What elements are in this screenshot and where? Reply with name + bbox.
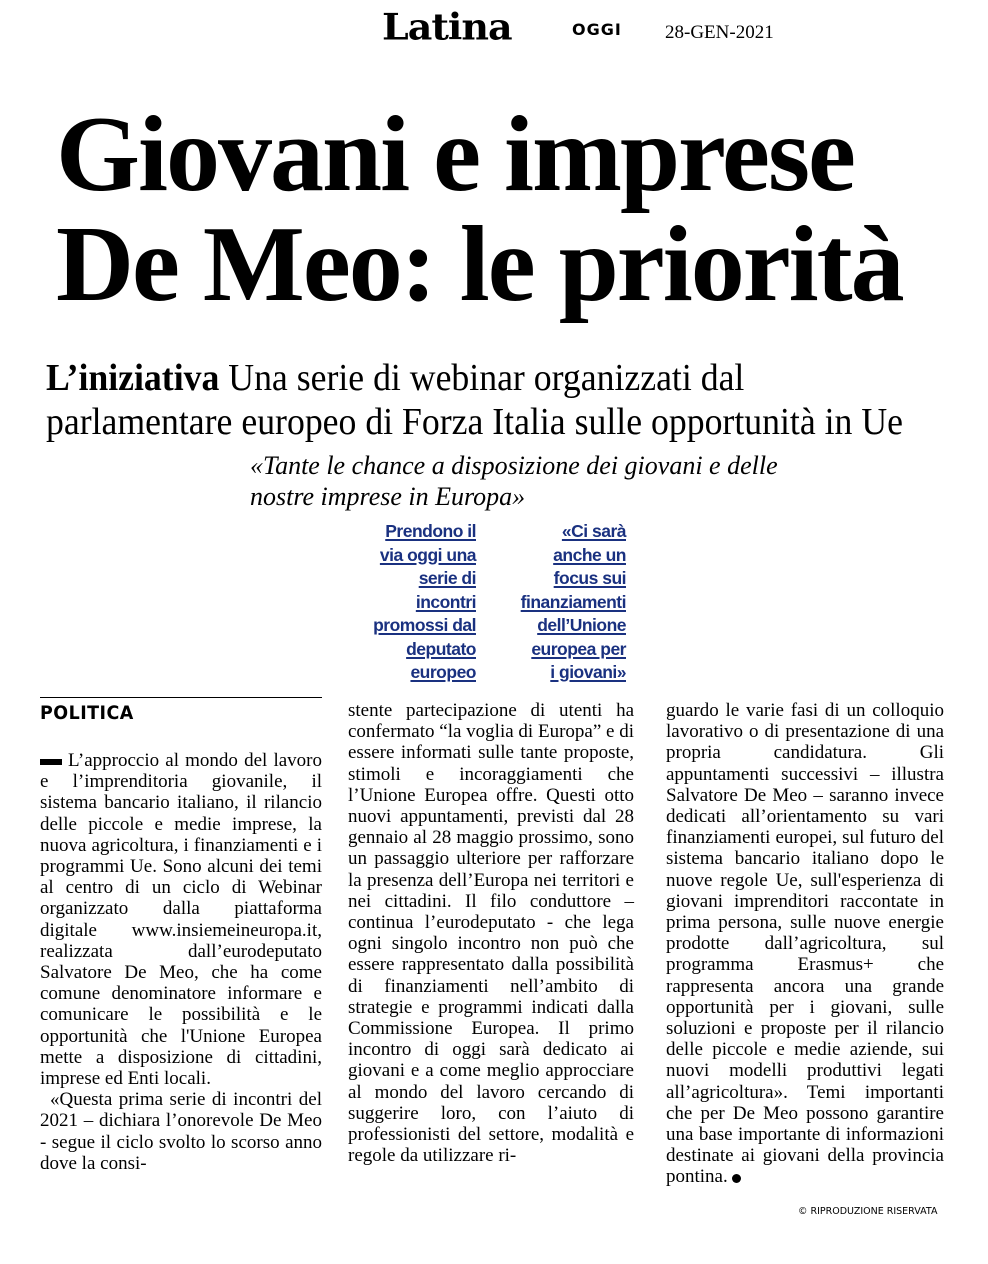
callout-line: serie di xyxy=(418,568,476,588)
paragraph xyxy=(666,700,944,1188)
article-column-2 xyxy=(348,700,634,1166)
subhead-text: Una serie di webinar organizzati dal parlamentare europeo di Forza Italia sulle opportunità in Ue xyxy=(46,357,903,443)
callout-line: europea per xyxy=(531,638,626,659)
paragraph-text: guardo le varie fasi di un colloquio lavorativo o di presentazione di una propria candidatura. Gli appuntamenti successivi – illustra Salvatore De Meo – saranno invece dedicati all’orientamento su vari finanziamenti europei, sul futuro del sistema bancario italiano dopo le nuove regole Ue, sull'esperienza di giovani imprenditori raccontate in prima persona, sulle nuove energie prodotte dall’agricoltura, sul programma Erasmus+ che rappresenta ancora una grande opportunità per i giovani, sulle soluzioni e proposte per il rilancio delle piccole e medie aziende, sui nuovi modelli produttivi legati all’agricoltura». Temi importanti che per De Meo possono garantire una base importante di informazioni destinate ai giovani della provincia pontina. xyxy=(666,700,944,1188)
issue-date: 28-GEN-2021 xyxy=(665,22,774,43)
callout-line: finanziamenti xyxy=(520,591,626,612)
callout-line: europeo xyxy=(410,662,476,682)
callout-line: deputato xyxy=(406,638,476,659)
callout-line: Prendono il xyxy=(385,521,476,541)
paragraph: stente partecipazione di utenti ha confermato “la voglia di Europa” e di essere informati sulle tante proposte, stimoli e incoraggiamenti che l’Unione Europea offre. Questi otto nuovi appuntamenti, previsti dal 28 gennaio al 28 maggio prossimo, sono un passaggio ulteriore per rafforzare la presenza dell’Europa nei territori e nei cittadini. Il filo conduttore – continua l’eurodeputato - che lega ogni singolo incontro non può che essere rappresentato dalla possibilità di finanziamenti nell’ambito di strategie e programmi indicati dalla Commissione Europea. Il primo incontro di oggi sarà dedicato ai giovani e a come meglio approcciare al mondo del lavoro cercando di suggerire loro, con l’aiuto di professionisti del settore, modalità e regole da utilizzare ri- xyxy=(348,700,634,1167)
headline xyxy=(56,95,976,324)
subhead-kicker: L’iniziativa xyxy=(46,357,220,399)
callout-line: dell’Unione xyxy=(537,615,626,635)
copyright-notice: © RIPRODUZIONE RISERVATA xyxy=(798,1206,938,1217)
callout-line: focus sui xyxy=(553,568,626,588)
callout-line: «Ci sarà xyxy=(561,521,626,541)
headline-line-2: De Meo: le priorità xyxy=(56,205,903,324)
paragraph xyxy=(40,750,322,1089)
callout-line: i giovani» xyxy=(550,662,626,682)
callout-line: via oggi una xyxy=(379,544,476,565)
callout-line: anche un xyxy=(553,544,626,565)
section-divider xyxy=(40,697,322,698)
callout-right xyxy=(466,520,626,685)
subheadline xyxy=(46,356,920,444)
section-label: POLITICA xyxy=(40,702,134,724)
pull-quote: «Tante le chance a disposizione dei giovani e delle nostre imprese in Europa» xyxy=(250,451,778,511)
callout-line: incontri xyxy=(415,591,476,612)
article-column-3 xyxy=(666,700,944,1188)
paragraph: «Questa prima serie di incontri del 2021 – dichiara l’onorevole De Meo - segue il ciclo svolto lo scorso anno dove la consi- xyxy=(40,1089,322,1174)
paragraph-bullet-icon xyxy=(40,759,62,765)
paragraph-text: L’approccio al mondo del lavoro e l’imprenditoria giovanile, il sistema bancario italiano, il rilancio delle piccole e medie imprese, la nuova agricoltura, i finanziamenti e i programmi Ue. Sono alcuni dei temi al centro di un ciclo di Webinar organizzato dalla piattaforma digitale www.insiemeineuropa.it, realizzata dall’eurodeputato Salvatore De Meo, che ha come comune denominatore informare e comunicare le possibilità e le opportunità che l'Unione Europea mette a disposizione di cittadini, imprese ed Enti locali. xyxy=(40,750,322,1090)
callout-line: promossi dal xyxy=(373,615,476,635)
headline-line-1: Giovani e imprese xyxy=(56,95,854,214)
newspaper-logo-sub: OGGI xyxy=(572,20,622,39)
newspaper-logo: Latina xyxy=(382,5,512,48)
article-column-1 xyxy=(40,750,322,1174)
end-of-article-icon xyxy=(732,1174,741,1183)
callout-left xyxy=(316,520,476,685)
